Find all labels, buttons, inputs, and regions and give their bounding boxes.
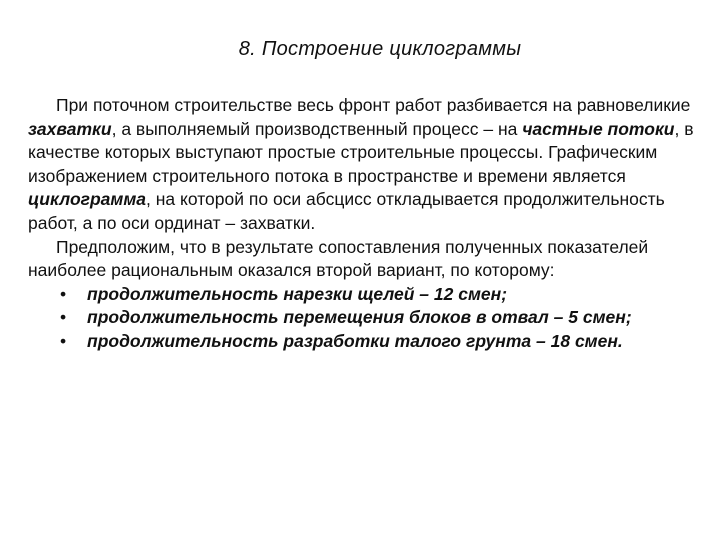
list-item-text: продолжительность разработки талого грунта – 18 смен. (87, 330, 623, 351)
paragraph-intro-text-3: , в качестве которых выступают простые строительные процессы. Графическим изображением строительного потока в пространстве и времени является (28, 118, 694, 186)
paragraph-assumption: Предположим, что в результате сопоставления полученных показателей наиболее рациональным оказался второй вариант, по которому: (28, 236, 649, 281)
paragraph-intro-text-2: , а выполняемый производственный процесс – на (111, 118, 523, 139)
slide-title: 8. Построение циклограммы (238, 38, 522, 60)
paragraph-intro-text-4: , на которой по оси абсцисс откладывается продолжительность работ, а по оси ординат – захватки. (28, 189, 665, 233)
paragraph-intro-text-1: При поточном строительстве весь фронт работ разбивается на равновеликие (56, 95, 691, 115)
paragraph-intro (28, 94, 696, 236)
keyword-chastnye-potoki: частные потоки (522, 118, 675, 139)
bullet-icon: • (60, 330, 67, 351)
keyword-zakhvatki: захватки (28, 118, 112, 139)
slide-body (28, 94, 696, 354)
list-item (28, 330, 696, 354)
bullet-list (28, 283, 696, 354)
bullet-icon: • (60, 307, 67, 328)
keyword-tsiklogramma: циклограмма (28, 189, 147, 210)
list-item (28, 283, 696, 307)
bullet-icon: • (60, 283, 67, 304)
list-item (28, 306, 696, 330)
list-item-text: продолжительность перемещения блоков в отвал – 5 смен; (87, 307, 632, 328)
list-item-text: продолжительность нарезки щелей – 12 смен; (87, 283, 508, 304)
